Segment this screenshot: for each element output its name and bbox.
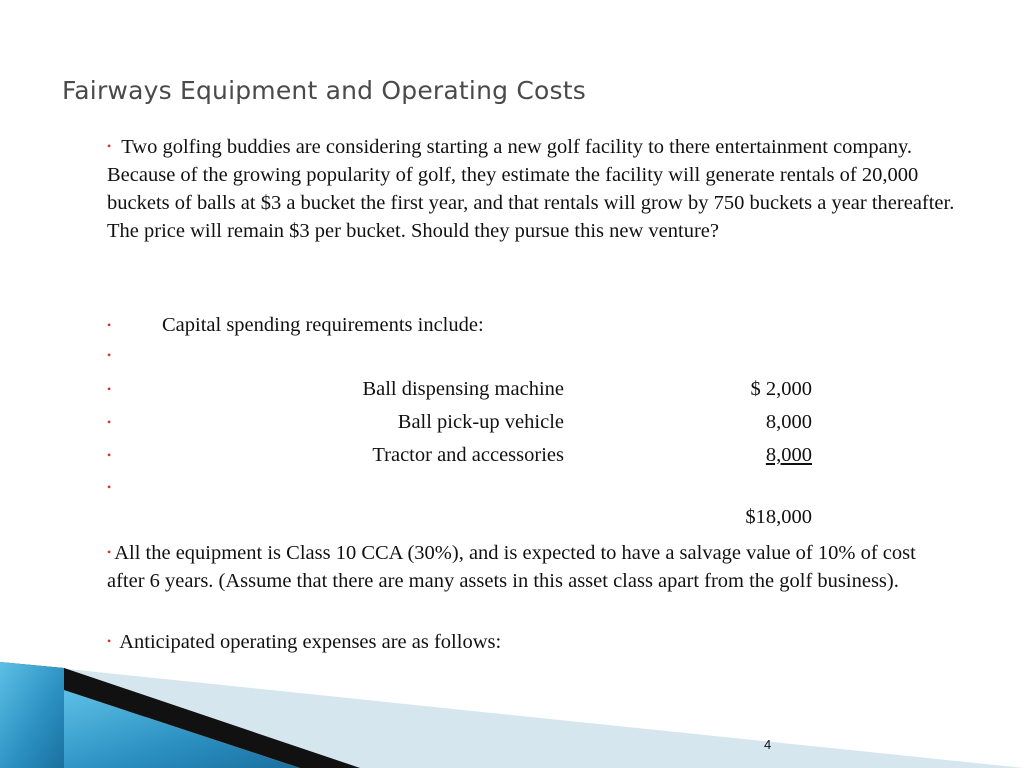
page-number: 4 — [764, 737, 772, 752]
equipment-amount: 8,000 — [765, 444, 812, 466]
intro-text: Two golfing buddies are considering starting a new golf facility to there entertainment company. Because of the growing popularity of golf, they estimate the facility will generate rentals of 20,000 buckets of balls at $3 a bucket the first year, and that rentals will grow by 750 buckets a year thereafter. The price will remain $3 per bucket. Should they pursue this new venture? — [107, 136, 955, 242]
empty-bullet-row — [107, 340, 817, 370]
bullet-icon: • — [107, 415, 112, 429]
bullet-icon: • — [107, 382, 112, 396]
slide-title: Fairways Equipment and Operating Costs — [62, 76, 586, 105]
bullet-icon: • — [107, 139, 112, 153]
equipment-row — [107, 407, 817, 437]
bullet-icon: • — [107, 448, 112, 462]
equipment-amount: 8,000 — [765, 411, 812, 433]
equipment-row — [107, 440, 817, 470]
operating-paragraph — [107, 627, 957, 656]
capital-heading-row — [107, 310, 817, 340]
blue-swoosh-left — [0, 662, 64, 768]
capital-heading: Capital spending requirements include: — [162, 314, 484, 336]
equipment-name: Tractor and accessories — [372, 444, 564, 466]
bullet-icon: • — [107, 348, 112, 362]
cca-text: All the equipment is Class 10 CCA (30%), and is expected to have a salvage value of 10% of cost after 6 years. (Assume that there are many assets in this asset class apart from the golf business). — [107, 542, 916, 592]
bullet-icon: • — [107, 634, 112, 648]
equipment-name: Ball pick-up vehicle — [397, 411, 564, 433]
operating-text: Anticipated operating expenses are as follows: — [119, 631, 502, 653]
cca-paragraph — [107, 538, 927, 595]
total-row — [107, 502, 817, 532]
bullet-icon: • — [107, 545, 112, 559]
bullet-icon: • — [107, 318, 112, 332]
equipment-amount: $ 2,000 — [750, 378, 812, 400]
equipment-name: Ball dispensing machine — [362, 378, 564, 400]
bullet-icon: • — [107, 480, 112, 494]
corner-decoration — [0, 660, 1024, 768]
equipment-row — [107, 374, 817, 404]
empty-bullet-row — [107, 472, 817, 502]
intro-paragraph — [107, 132, 957, 245]
total-amount: $18,000 — [745, 506, 812, 528]
